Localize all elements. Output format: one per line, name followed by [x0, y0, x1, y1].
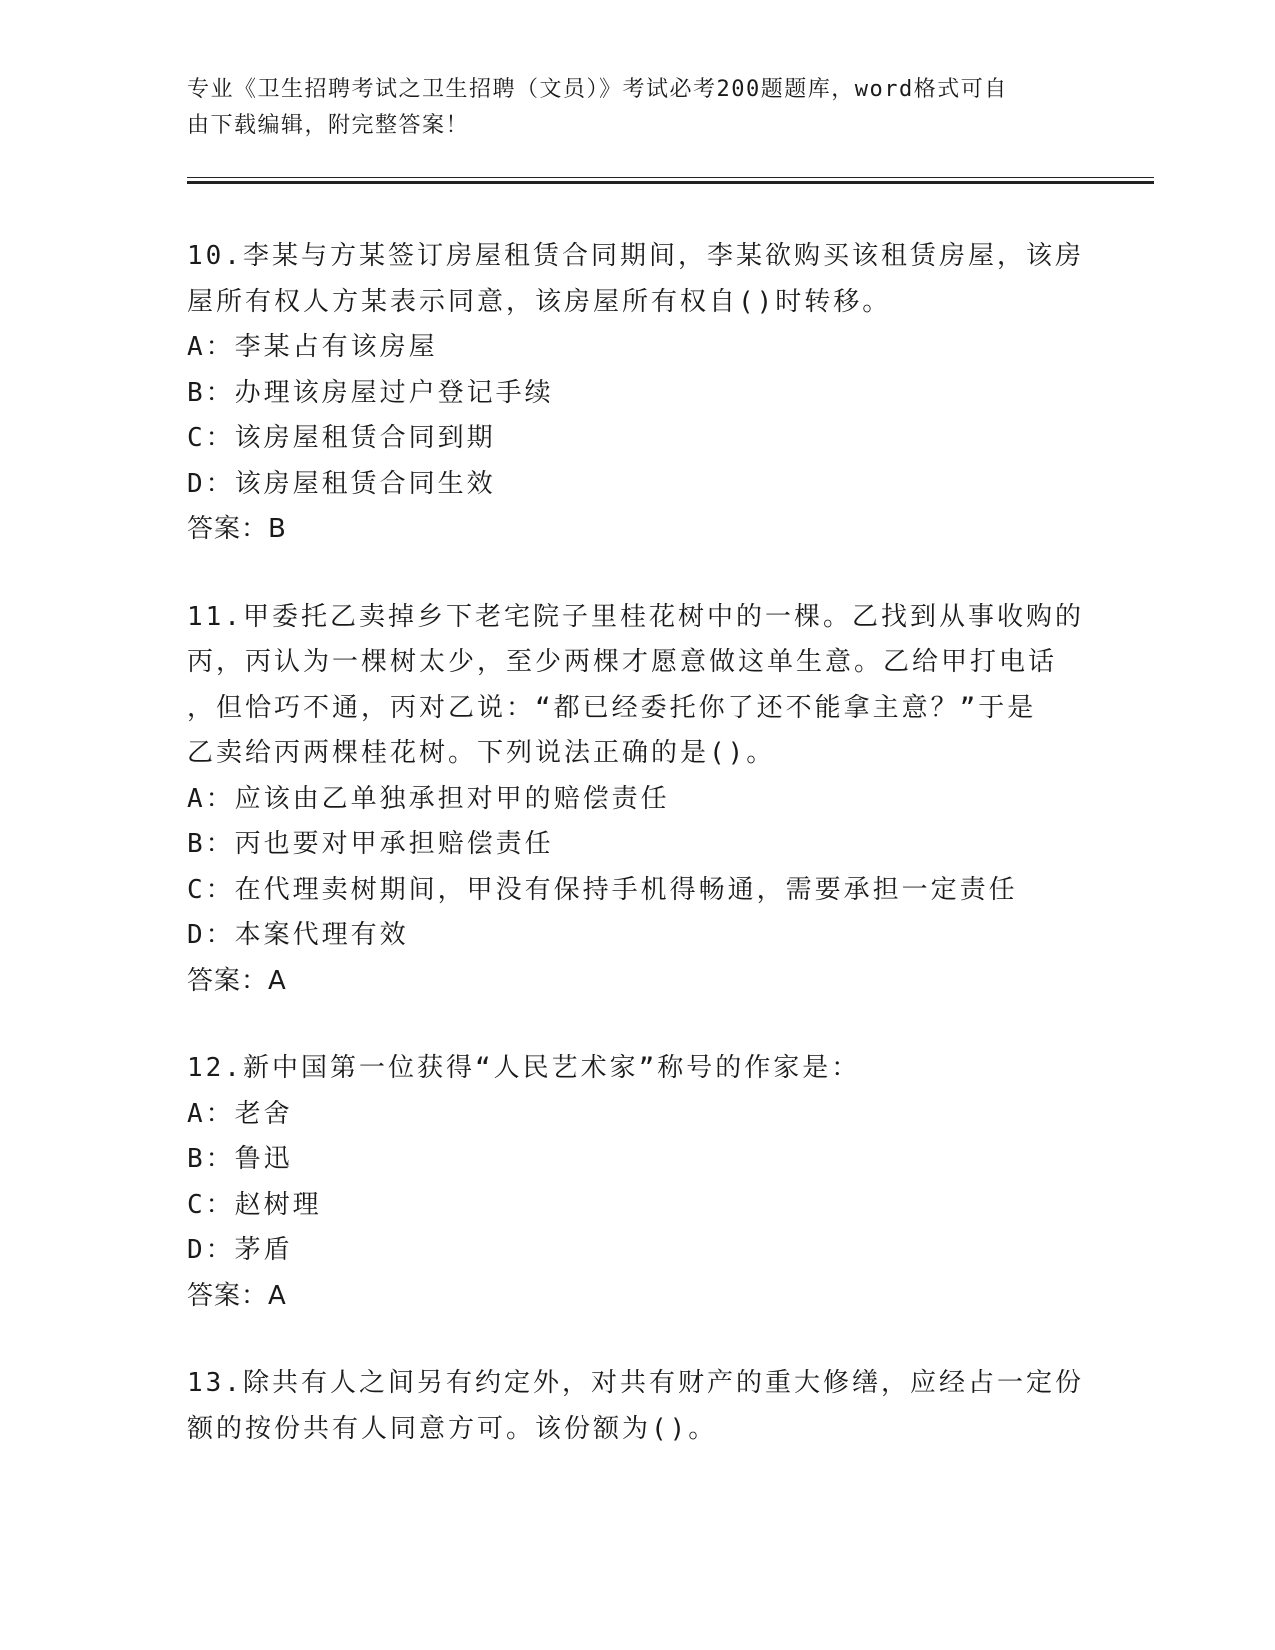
question-text-line: 额的按份共有人同意方可。该份额为()。	[187, 1413, 718, 1444]
question-text-line: 11.甲委托乙卖掉乡下老宅院子里桂花树中的一棵。乙找到从事收购的	[187, 601, 1084, 632]
question-10	[187, 234, 1087, 553]
answer: 答案：A	[187, 965, 287, 996]
option-d: D：茅盾	[187, 1235, 293, 1265]
question-text-line: 乙卖给丙两棵桂花树。下列说法正确的是()。	[187, 738, 776, 768]
option-d: D：本案代理有效	[187, 920, 409, 950]
option-b: B：丙也要对甲承担赔偿责任	[187, 829, 554, 859]
question-13	[187, 1361, 1087, 1452]
option-a: A：应该由乙单独承担对甲的赔偿责任	[187, 783, 670, 814]
option-b: B：办理该房屋过户登记手续	[187, 377, 554, 408]
header-line-1: 专业《卫生招聘考试之卫生招聘（文员）》考试必考200题题库，word格式可自	[187, 77, 1008, 102]
question-text-line: 12.新中国第一位获得“人民艺术家”称号的作家是：	[187, 1053, 861, 1083]
question-text-line: ，但恰巧不通，丙对乙说：“都已经委托你了还不能拿主意？”于是	[187, 692, 1037, 723]
option-c: C：赵树理	[187, 1189, 322, 1220]
question-11	[187, 595, 1087, 1005]
option-a: A：老舍	[187, 1098, 293, 1129]
header-divider-thin	[187, 177, 1154, 178]
option-c: C：在代理卖树期间，甲没有保持手机得畅通，需要承担一定责任	[187, 874, 1018, 905]
question-12	[187, 1046, 1087, 1319]
question-text-line: 10.李某与方某签订房屋租赁合同期间，李某欲购买该租赁房屋，该房	[187, 241, 1084, 271]
answer: 答案：B	[187, 514, 287, 544]
question-list	[187, 234, 1087, 1494]
header-divider-thick	[187, 181, 1154, 184]
header-line-2: 由下载编辑，附完整答案！	[187, 113, 470, 138]
option-c: C：该房屋租赁合同到期	[187, 423, 496, 453]
option-b: B：鲁迅	[187, 1144, 293, 1174]
question-text-line: 丙，丙认为一棵树太少，至少两棵才愿意做这单生意。乙给甲打电话	[187, 647, 1058, 677]
option-d: D：该房屋租赁合同生效	[187, 468, 496, 499]
document-header	[187, 72, 1067, 144]
answer: 答案：A	[187, 1280, 287, 1311]
question-text-line: 屋所有权人方某表示同意，该房屋所有权自()时转移。	[187, 286, 892, 317]
question-text-line: 13.除共有人之间另有约定外，对共有财产的重大修缮，应经占一定份	[187, 1368, 1084, 1398]
option-a: A：李某占有该房屋	[187, 332, 438, 362]
